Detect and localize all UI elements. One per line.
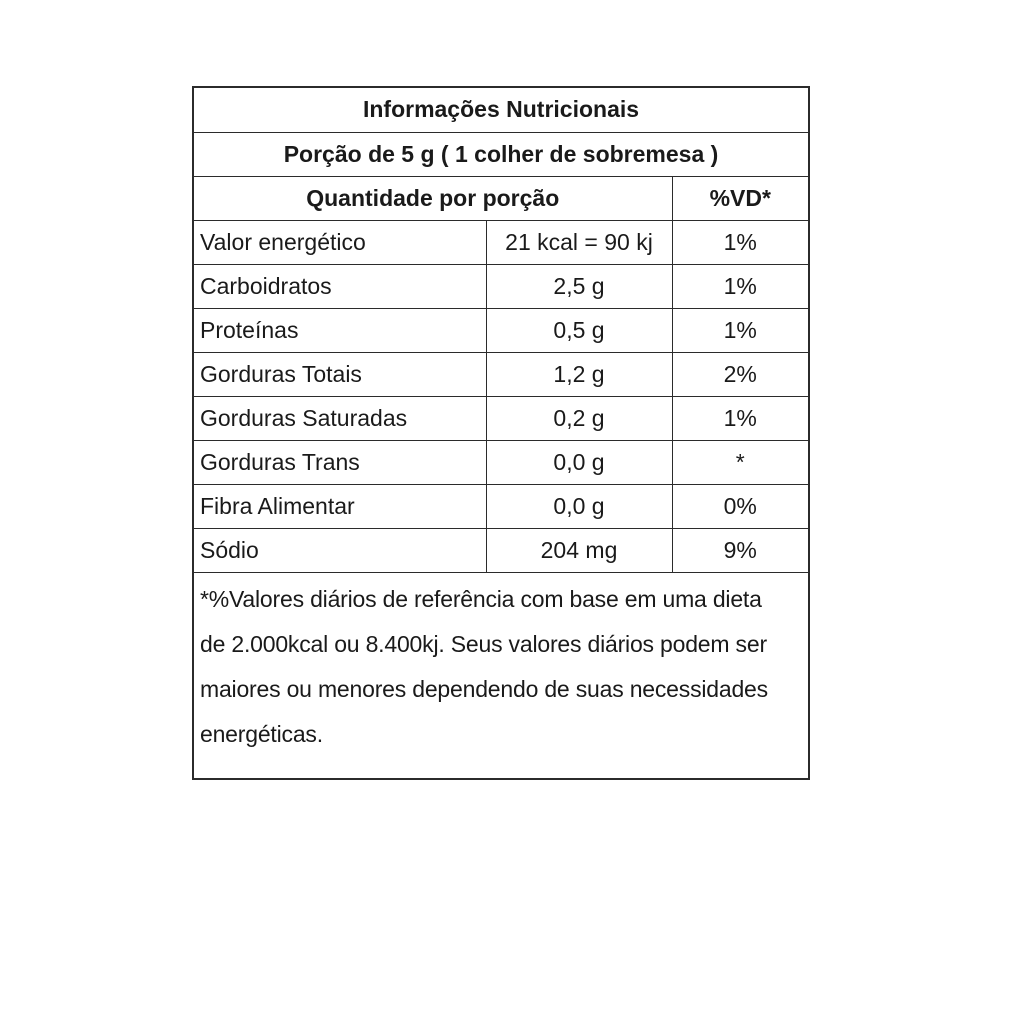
footnote-line: *%Valores diários de referência com base em uma dieta — [200, 585, 762, 612]
table-row — [194, 220, 808, 264]
nutrient-name: Gorduras Totais — [194, 352, 486, 396]
table-row — [194, 484, 808, 528]
serving-row — [194, 132, 808, 176]
nutrient-amount: 21 kcal = 90 kj — [486, 220, 672, 264]
footnote-line: maiores ou menores dependendo de suas necessidades — [200, 675, 768, 702]
nutrition-table — [194, 88, 808, 573]
nutrition-facts-panel — [192, 86, 810, 780]
nutrient-vd: * — [672, 440, 808, 484]
nutrient-amount: 0,0 g — [486, 440, 672, 484]
column-header-row — [194, 176, 808, 220]
title-row — [194, 88, 808, 132]
nutrient-amount: 1,2 g — [486, 352, 672, 396]
table-row — [194, 528, 808, 572]
table-row — [194, 308, 808, 352]
table-row — [194, 440, 808, 484]
nutrient-vd: 2% — [672, 352, 808, 396]
nutrient-name: Gorduras Saturadas — [194, 396, 486, 440]
footnote-line: energéticas. — [200, 720, 323, 747]
nutrient-amount: 0,0 g — [486, 484, 672, 528]
nutrient-vd: 9% — [672, 528, 808, 572]
nutrient-name: Proteínas — [194, 308, 486, 352]
nutrient-amount: 0,5 g — [486, 308, 672, 352]
table-title: Informações Nutricionais — [194, 88, 808, 132]
nutrient-name: Valor energético — [194, 220, 486, 264]
table-row — [194, 352, 808, 396]
nutrient-amount: 204 mg — [486, 528, 672, 572]
nutrient-vd: 0% — [672, 484, 808, 528]
table-row — [194, 396, 808, 440]
table-row — [194, 264, 808, 308]
nutrient-name: Fibra Alimentar — [194, 484, 486, 528]
nutrient-name: Sódio — [194, 528, 486, 572]
footnote-line: de 2.000kcal ou 8.400kj. Seus valores diários podem ser — [200, 630, 767, 657]
footnote — [194, 573, 808, 757]
nutrient-vd: 1% — [672, 220, 808, 264]
header-quantity: Quantidade por porção — [194, 176, 672, 220]
nutrient-vd: 1% — [672, 264, 808, 308]
nutrient-amount: 0,2 g — [486, 396, 672, 440]
nutrient-name: Carboidratos — [194, 264, 486, 308]
nutrient-vd: 1% — [672, 396, 808, 440]
nutrient-name: Gorduras Trans — [194, 440, 486, 484]
serving-size: Porção de 5 g ( 1 colher de sobremesa ) — [194, 132, 808, 176]
nutrient-amount: 2,5 g — [486, 264, 672, 308]
nutrient-vd: 1% — [672, 308, 808, 352]
header-vd: %VD* — [672, 176, 808, 220]
